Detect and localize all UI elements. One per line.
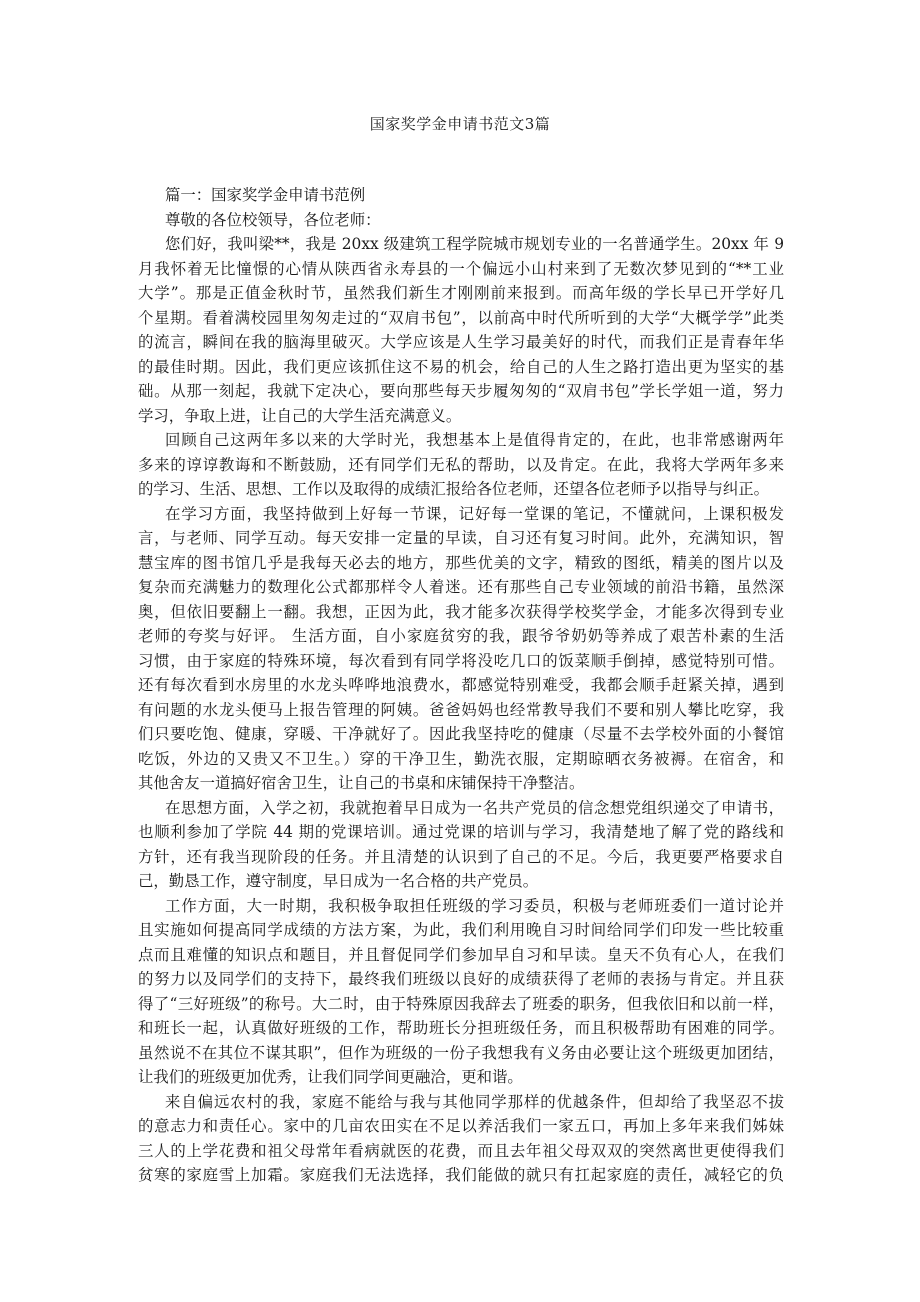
text-line: 尊敬的各位校领导，各位老师： (165, 210, 381, 229)
text-line: 方针，还有我当现阶段的任务。并且清楚的认识到了自己的不足。今后，我更要严格要求自 (138, 847, 784, 866)
text-line: 己，勤恳工作，遵守制度，早日成为一名合格的共产党员。 (138, 872, 539, 890)
text-line: 个星期。看着满校园里匆匆走过的“双肩书包”，以前高中时代所听到的大学“大概学学”此类 (138, 308, 784, 327)
document-body (138, 183, 784, 1188)
text-line: 学习，争取上进，让自己的大学生活充满意义。 (138, 406, 462, 425)
text-line: 在思想方面，入学之初，我就抱着早日成为一名共产党员的信念想党组织递交了申请书， (165, 798, 784, 817)
text-line: 的最佳时期。因此，我们更应该抓住这不易的机会，给自己的人生之路打造出更为坚实的基 (138, 357, 784, 376)
text-line: 得了“三好班级”的称号。大二时，由于特殊原因我辞去了班委的职务，但我依旧和以前一样， (138, 994, 784, 1013)
text-line: 慧宝库的图书馆几乎是我每天必去的地方，那些优美的文字，精致的图纸，精美的图片以及 (138, 553, 784, 572)
text-line: 您们好，我叫梁**，我是 20xx 级建筑工程学院城市规划专业的一名普通学生。20xx 年 9 (165, 235, 784, 253)
text-line: 和班长一起，认真做好班级的工作，帮助班长分担班级任务，而且积极帮助有困难的同学。 (138, 1019, 784, 1037)
text-line: 点而且难懂的知识点和题目，并且督促同学们参加早自习和早读。皇天不负有心人，在我们 (138, 945, 784, 964)
text-line: 回顾自己这两年多以来的大学时光，我想基本上是值得肯定的，在此，也非常感谢两年 (165, 431, 784, 449)
text-line: 来自偏远农村的我，家庭不能给与我与其他同学那样的优越条件，但却给了我坚忍不拔 (165, 1092, 784, 1111)
text-line: 三人的上学花费和祖父母常年看病就医的花费，而且去年祖父母双双的突然离世更使得我们 (138, 1141, 784, 1160)
text-line: 言，与老师、同学互动。每天安排一定量的早读，自习还有复习时间。此外，充满知识，智 (138, 529, 784, 547)
text-line: 奥，但依旧要翻上一翻。我想，正因为此，我才能多次获得学校奖学金，才能多次得到专业 (138, 602, 784, 621)
text-line: 其他舍友一道搞好宿舍卫生，让自己的书桌和床铺保持干净整洁。 (138, 774, 585, 792)
text-line: 工作方面，大一时期，我积极争取担任班级的学习委员，积极与老师班委们一道讨论并 (165, 896, 784, 915)
text-line: 有问题的水龙头便马上报告管理的阿姨。爸爸妈妈也经常教导我们不要和别人攀比吃穿，我 (138, 700, 784, 719)
text-line: 老师的夸奖与好评。 生活方面，自小家庭贫穷的我，跟爷爷奶奶等养成了艰苦朴素的生活 (138, 627, 784, 645)
text-line: 让我们的班级更加优秀，让我们同学间更融洽，更和谐。 (138, 1068, 523, 1086)
text-line: 在学习方面，我坚持做到上好每一节课，记好每一堂课的笔记，不懂就问，上课积极发 (165, 504, 784, 523)
text-line: 础。从那一刻起，我就下定决心，要向那些每天步履匆匆的“双肩书包”学长学姐一道，努力 (138, 382, 784, 400)
text-line: 篇一：国家奖学金申请书范例 (165, 186, 366, 204)
text-line: 们只要吃饱、健康，穿暖、干净就好了。因此我坚持吃的健康（尽量不去学校外面的小餐馆 (138, 725, 784, 743)
text-line: 也顺利参加了学院 44 期的党课培训。通过党课的培训与学习，我清楚地了解了党的路线和 (138, 823, 784, 841)
document-title: 国家奖学金申请书范文3篇 (369, 115, 551, 133)
text-line: 习惯，由于家庭的特殊环境，每次看到有同学将没吃几口的饭菜顺手倒掉，感觉特别可惜。 (138, 651, 784, 670)
text-line: 还有每次看到水房里的水龙头哗哗地浪费水，都感觉特别难受，我都会顺手赶紧关掉，遇到 (138, 676, 784, 694)
text-line: 贫寒的家庭雪上加霜。家庭我们无法选择，我们能做的就只有扛起家庭的责任，减轻它的负 (138, 1166, 784, 1184)
text-line: 的流言，瞬间在我的脑海里破灭。大学应该是人生学习最美好的时代，而我们正是青春年华 (138, 333, 784, 351)
text-line: 月我怀着无比憧憬的心情从陕西省永寿县的一个偏远小山村来到了无数次梦见到的“**工业 (138, 259, 784, 278)
text-line: 且实施如何提高同学成绩的方法方案，为此，我们利用晚自习时间给同学们印发一些比较重 (138, 921, 784, 939)
text-line: 虽然说不在其位不谋其职”，但作为班级的一份子我想我有义务由必要让这个班级更加团结， (138, 1043, 784, 1062)
text-line: 的努力以及同学们的支持下，最终我们班级以良好的成绩获得了老师的表扬与肯定。并且获 (138, 970, 784, 988)
text-line: 多来的谆谆教诲和不断鼓励，还有同学们无私的帮助，以及肯定。在此，我将大学两年多来 (138, 455, 784, 474)
text-line: 大学”。那是正值金秋时节，虽然我们新生才刚刚前来报到。而高年级的学长早已开学好几 (138, 284, 784, 302)
text-line: 的学习、生活、思想、工作以及取得的成绩汇报给各位老师，还望各位老师予以指导与纠正。 (138, 480, 770, 498)
text-line: 吃饭，外边的又贵又不卫生。）穿的干净卫生，勤洗衣服，定期晾晒衣务被褥。在宿舍，和 (138, 749, 784, 768)
text-line: 的意志力和责任心。家中的几亩农田实在不足以养活我们一家五口，再加上多年来我们姊妹 (138, 1117, 784, 1135)
text-line: 复杂而充满魅力的数理化公式都那样令人着迷。还有那些自己专业领域的前沿书籍，虽然深 (138, 578, 784, 596)
